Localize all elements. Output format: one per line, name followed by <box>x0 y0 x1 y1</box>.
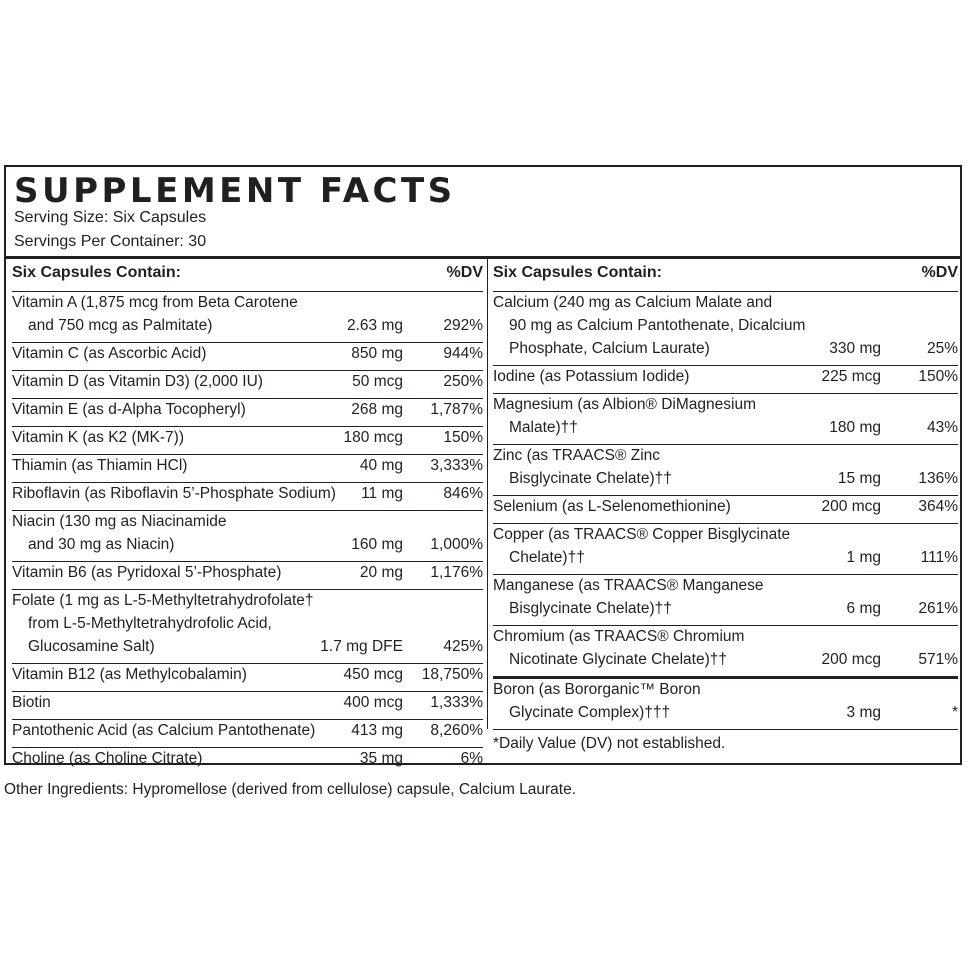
nutrient-name-line: Zinc (as TRAACS® Zinc <box>493 447 661 464</box>
nutrient-name-line: Selenium (as L-Selenomethionine) <box>493 498 731 515</box>
nutrient-name-line: Vitamin D (as Vitamin D3) (2,000 IU) <box>12 373 263 390</box>
nutrient-name-line: and 30 mg as Niacin) <box>28 536 175 553</box>
nutrient-amount: 200 mcg <box>821 651 881 668</box>
nutrient-dv: * <box>951 704 958 721</box>
nutrient-amount: 330 mg <box>829 340 881 357</box>
nutrient-name-line: Biotin <box>12 694 51 711</box>
nutrient-row <box>493 292 958 366</box>
other-ingredients: Other Ingredients: Hypromellose (derived from cellulose) capsule, Calcium Laurate. <box>4 781 577 798</box>
nutrient-name-line: Vitamin B12 (as Methylcobalamin) <box>12 666 247 683</box>
nutrient-row <box>12 399 483 427</box>
nutrient-row <box>493 626 958 679</box>
nutrient-row <box>12 292 483 343</box>
nutrient-name-line: Vitamin B6 (as Pyridoxal 5’-Phosphate) <box>12 564 282 581</box>
left-header-dv: %DV <box>446 264 483 281</box>
nutrient-dv: 292% <box>443 317 483 334</box>
nutrient-dv: 1,176% <box>430 564 483 581</box>
nutrient-row <box>493 394 958 445</box>
nutrient-dv: 150% <box>443 429 483 446</box>
nutrient-dv: 425% <box>443 638 483 655</box>
nutrient-row <box>12 562 483 590</box>
nutrient-amount: 3 mg <box>846 704 881 721</box>
nutrient-amount: 400 mcg <box>343 694 403 711</box>
nutrient-name-line: Boron (as Bororganic™ Boron <box>493 681 701 698</box>
nutrient-name-line: Vitamin A (1,875 mcg from Beta Carotene <box>12 294 298 311</box>
nutrient-amount: 40 mg <box>359 457 403 474</box>
right-column <box>493 259 958 752</box>
nutrient-dv: 150% <box>918 368 958 385</box>
nutrient-name-line: Copper (as TRAACS® Copper Bisglycinate <box>493 526 791 543</box>
nutrient-name-line: Riboflavin (as Riboflavin 5’-Phosphate Sodium) <box>12 485 336 502</box>
nutrient-name-line: Vitamin C (as Ascorbic Acid) <box>12 345 207 362</box>
panel-title: SUPPLEMENT FACTS <box>14 171 456 211</box>
nutrient-dv: 364% <box>918 498 958 515</box>
nutrient-dv: 1,000% <box>430 536 483 553</box>
nutrient-name-line: Chromium (as TRAACS® Chromium <box>493 628 745 645</box>
nutrient-name-line: Malate)†† <box>509 419 578 436</box>
dv-footnote: *Daily Value (DV) not established. <box>493 735 726 752</box>
nutrient-name-line: Niacin (130 mg as Niacinamide <box>12 513 227 530</box>
nutrient-dv: 43% <box>926 419 958 436</box>
nutrient-name-line: Chelate)†† <box>509 549 585 566</box>
nutrient-name-line: and 750 mcg as Palmitate) <box>28 317 213 334</box>
nutrient-amount: 50 mcg <box>352 373 403 390</box>
nutrient-amount: 15 mg <box>837 470 881 487</box>
servings-per-container: Servings Per Container: 30 <box>14 233 207 250</box>
nutrient-name-line: Pantothenic Acid (as Calcium Pantothenate) <box>12 722 316 739</box>
nutrient-name-line: Nicotinate Glycinate Chelate)†† <box>509 651 727 668</box>
right-header-label: Six Capsules Contain: <box>493 264 662 281</box>
nutrient-name-line: Glycinate Complex)††† <box>509 704 671 721</box>
nutrient-name-line: from L-5-Methyltetrahydrofolic Acid, <box>28 615 272 632</box>
nutrient-row <box>493 366 958 394</box>
nutrient-dv: 1,787% <box>430 401 483 418</box>
nutrient-row <box>12 692 483 720</box>
nutrient-dv: 25% <box>926 340 958 357</box>
nutrient-row <box>493 496 958 524</box>
nutrient-dv: 3,333% <box>430 457 483 474</box>
nutrient-amount: 850 mg <box>351 345 403 362</box>
nutrient-name-line: Iodine (as Potassium Iodide) <box>493 368 690 385</box>
column-divider <box>487 259 488 729</box>
nutrient-name-line: Choline (as Choline Citrate) <box>12 750 203 767</box>
nutrient-dv: 250% <box>443 373 483 390</box>
nutrient-row <box>12 455 483 483</box>
nutrient-dv: 261% <box>918 600 958 617</box>
nutrient-amount: 180 mcg <box>343 429 403 446</box>
nutrient-amount: 225 mcg <box>821 368 881 385</box>
nutrient-amount: 1 mg <box>846 549 881 566</box>
nutrient-row <box>12 590 483 664</box>
nutrient-row <box>12 748 483 775</box>
serving-size: Serving Size: Six Capsules <box>14 209 207 226</box>
nutrient-dv: 136% <box>918 470 958 487</box>
nutrient-dv: 846% <box>443 485 483 502</box>
nutrient-name-line: Bisglycinate Chelate)†† <box>509 470 672 487</box>
nutrient-row <box>12 511 483 562</box>
nutrient-amount: 1.7 mg DFE <box>320 638 403 655</box>
nutrient-amount: 20 mg <box>359 564 403 581</box>
nutrient-amount: 180 mg <box>829 419 881 436</box>
right-column-header <box>493 259 958 292</box>
nutrient-name-line: Calcium (240 mg as Calcium Malate and <box>493 294 773 311</box>
nutrient-amount: 11 mg <box>361 485 403 502</box>
nutrient-name-line: Bisglycinate Chelate)†† <box>509 600 672 617</box>
nutrient-row <box>12 371 483 399</box>
nutrient-name-line: Manganese (as TRAACS® Manganese <box>493 577 764 594</box>
nutrient-name-line: Phosphate, Calcium Laurate) <box>509 340 710 357</box>
nutrient-dv: 8,260% <box>430 722 483 739</box>
nutrient-dv: 944% <box>443 345 483 362</box>
nutrient-dv: 18,750% <box>421 666 483 683</box>
nutrient-dv: 6% <box>460 750 483 767</box>
nutrient-dv: 1,333% <box>430 694 483 711</box>
nutrient-name-line: Vitamin E (as d-Alpha Tocopheryl) <box>12 401 246 418</box>
nutrient-amount: 413 mg <box>351 722 403 739</box>
nutrient-name-line: Thiamin (as Thiamin HCl) <box>12 457 188 474</box>
left-header-label: Six Capsules Contain: <box>12 264 181 281</box>
nutrient-dv: 111% <box>920 549 958 566</box>
nutrient-row <box>493 445 958 496</box>
nutrient-amount: 6 mg <box>846 600 881 617</box>
supplement-facts-panel <box>4 165 962 765</box>
nutrient-row <box>493 679 958 730</box>
nutrient-amount: 200 mcg <box>821 498 881 515</box>
nutrient-dv: 571% <box>918 651 958 668</box>
nutrient-name-line: Magnesium (as Albion® DiMagnesium <box>493 396 756 413</box>
nutrient-row <box>12 427 483 455</box>
nutrient-row <box>12 483 483 511</box>
nutrient-amount: 35 mg <box>359 750 403 767</box>
nutrient-name-line: Folate (1 mg as L-5-Methyltetrahydrofolate† <box>12 592 314 609</box>
nutrient-row <box>493 575 958 626</box>
nutrient-row <box>12 720 483 748</box>
right-header-dv: %DV <box>921 264 958 281</box>
nutrient-amount: 2.63 mg <box>346 317 403 334</box>
nutrient-name-line: 90 mg as Calcium Pantothenate, Dicalcium <box>509 317 806 334</box>
nutrient-row <box>12 343 483 371</box>
nutrient-row <box>12 664 483 692</box>
nutrient-name-line: Glucosamine Salt) <box>28 638 155 655</box>
nutrient-name-line: Vitamin K (as K2 (MK-7)) <box>12 429 184 446</box>
nutrient-row <box>493 524 958 575</box>
nutrient-amount: 268 mg <box>351 401 403 418</box>
left-column-header <box>12 259 483 292</box>
left-column <box>12 259 483 775</box>
nutrient-amount: 450 mcg <box>343 666 403 683</box>
nutrient-amount: 160 mg <box>351 536 403 553</box>
